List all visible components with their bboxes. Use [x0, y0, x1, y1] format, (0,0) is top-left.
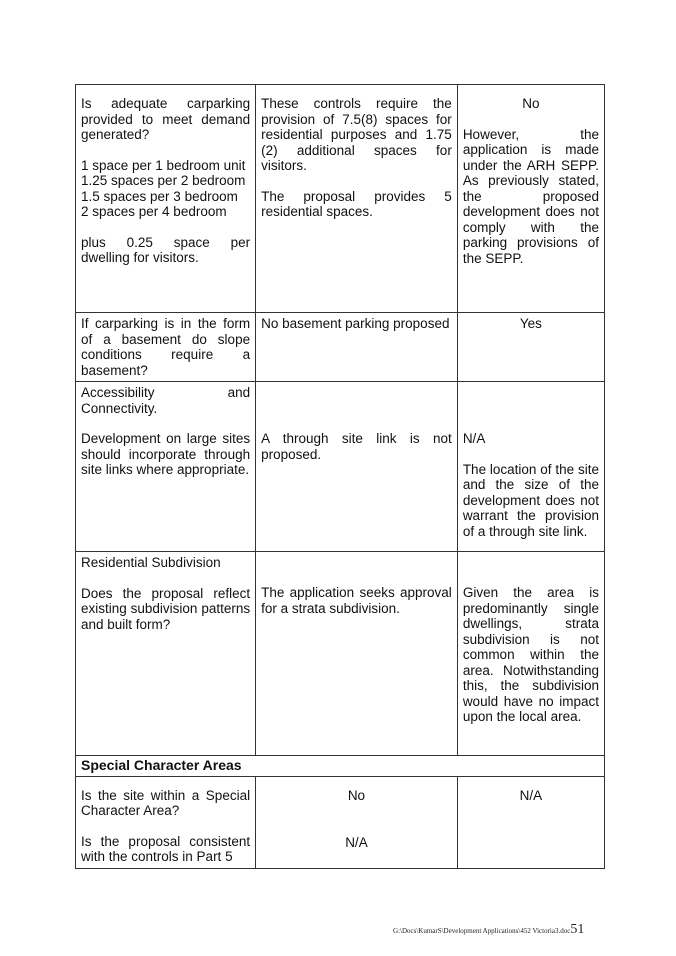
special-compliance-1: N/A — [519, 787, 543, 803]
cell-access-question — [76, 382, 256, 552]
subdivision-question: Does the proposal reflect existing subdivision patterns and built form? — [81, 585, 251, 632]
basement-answer: No basement parking proposed — [261, 316, 450, 331]
access-answer: A through site link is not proposed. — [261, 431, 452, 462]
cell-basement-question — [76, 313, 256, 382]
basement-compliance: Yes — [519, 316, 542, 331]
special-answer-2: N/A — [345, 835, 368, 850]
cell-access-answer — [256, 382, 458, 552]
carparking-control: These controls require the provision of 7.5(8) spaces for residential purposes and 1.75 (2) additional spaces for visitors. — [261, 96, 452, 173]
carparking-rate-3: 1.5 spaces per 3 bedroom — [81, 188, 238, 204]
cell-special-answer — [256, 776, 458, 868]
special-question-2: Is the proposal consistent with the controls in Part 5 — [81, 833, 251, 864]
carparking-question: Is adequate carparking provided to meet demand generated? — [81, 96, 251, 142]
cell-special-question — [76, 776, 256, 868]
cell-basement-compliance — [457, 313, 604, 382]
access-compliance-note: The location of the site and the size of the development does not warrant the provision of a through site link. — [462, 461, 599, 539]
subdivision-compliance: Given the area is predominantly single dwellings, strata subdivision is not common within the area. Notwithstanding this, the subdivision would have no impact upon the local area. — [462, 585, 599, 724]
cell-basement-answer — [256, 313, 458, 382]
carparking-visitors: plus 0.25 space per dwelling for visitors. — [81, 234, 251, 265]
cell-subdivision-compliance — [457, 552, 604, 756]
table-row-basement — [76, 313, 605, 382]
access-compliance: N/A — [462, 431, 486, 446]
carparking-rate-2: 1.25 spaces per 2 bedroom — [81, 173, 246, 188]
special-answer-1: No — [347, 787, 366, 803]
subdivision-heading: Residential Subdivision — [81, 555, 221, 570]
cell-access-compliance — [457, 382, 604, 552]
table-row-special — [76, 776, 605, 868]
carparking-rate-4: 2 spaces per 4 bedroom — [81, 204, 227, 219]
table-row-accessibility — [76, 382, 605, 552]
carparking-compliance-note: However, the application is made under the ARH SEPP. As previously stated, the proposed development does not comply with the parking provisions of the SEPP. — [462, 126, 599, 266]
cell-special-compliance — [457, 776, 604, 868]
subdivision-answer: The application seeks approval for a strata subdivision. — [261, 585, 452, 616]
cell-subdivision-question — [76, 552, 256, 756]
special-heading: Special Character Areas — [76, 756, 605, 777]
assessment-table — [75, 84, 605, 869]
cell-carparking-control — [256, 85, 458, 313]
access-heading: Accessibility and Connectivity. — [81, 385, 251, 416]
table-row-carparking — [76, 85, 605, 313]
page-number: 51 — [570, 922, 585, 937]
basement-question: If carparking is in the form of a basement do slope conditions require a basement? — [81, 316, 251, 378]
special-question-1: Is the site within a Special Character Area? — [81, 787, 251, 818]
carparking-rate-1: 1 space per 1 bedroom unit — [81, 157, 246, 173]
table-row-special-heading — [76, 756, 605, 777]
access-question: Development on large sites should incorporate through site links where appropriate. — [81, 431, 251, 477]
carparking-provision: The proposal provides 5 residential spaces. — [261, 188, 452, 219]
table-row-subdivision — [76, 552, 605, 756]
footer-path: G:\Docs\KumarS\Development Applications\452 Victoria3.doc — [393, 927, 571, 935]
carparking-compliance: No — [522, 96, 540, 111]
cell-carparking-compliance — [457, 85, 604, 313]
cell-carparking-question — [76, 85, 256, 313]
page-footer — [393, 922, 584, 938]
cell-subdivision-answer — [256, 552, 458, 756]
